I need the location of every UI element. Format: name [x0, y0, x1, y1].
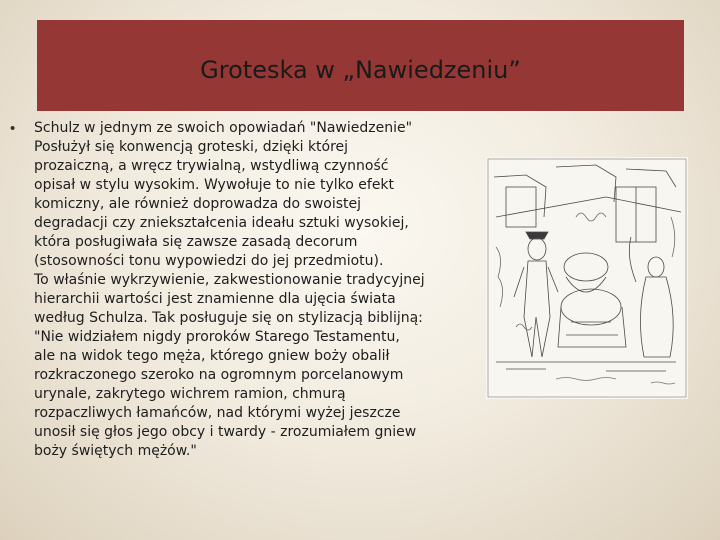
body-text-block — [10, 119, 490, 461]
drawing-graphic — [486, 157, 688, 399]
slide-title: Groteska w „Nawiedzeniu” — [200, 55, 521, 84]
sketch-illustration — [486, 157, 688, 399]
bullet-point-icon: • — [10, 120, 16, 137]
title-bar — [37, 20, 684, 111]
body-paragraph: Schulz w jednym ze swoich opowiadań "Nawiedzenie" Posłużył się konwencją groteski, dzięki której prozaiczną, a wręcz trywialną, wstydliwą czynność opisał w stylu wysokim. Wywołuje to nie tylko efekt komiczny, ale również doprowadza do swoistej degradacji czy zniekształcenia ideału sztuki wysokiej, która posługiwała się zawsze zasadą decorum (stosowności tonu wypowiedzi do jej przedmiotu). To właśnie wykrzywienie, zakwestionowanie tradycyjnej hierarchii wartości jest znamienne dla ujęcia świata według Schulza. Tak posługuje się on stylizacją biblijną: "Nie widziałem nigdy proroków Starego Testamentu, ale na widok tego męża, którego gniew boży obalił rozkraczonego szeroko na ogromnym porcelanowym urynale, zakrytego wichrem ramion, chmurą rozpaczliwych łamańców, nad którymi wyżej jeszcze unosił się głos jego obcy i twardy - zrozumiałem gniew boży świętych mężów." — [34, 120, 425, 459]
